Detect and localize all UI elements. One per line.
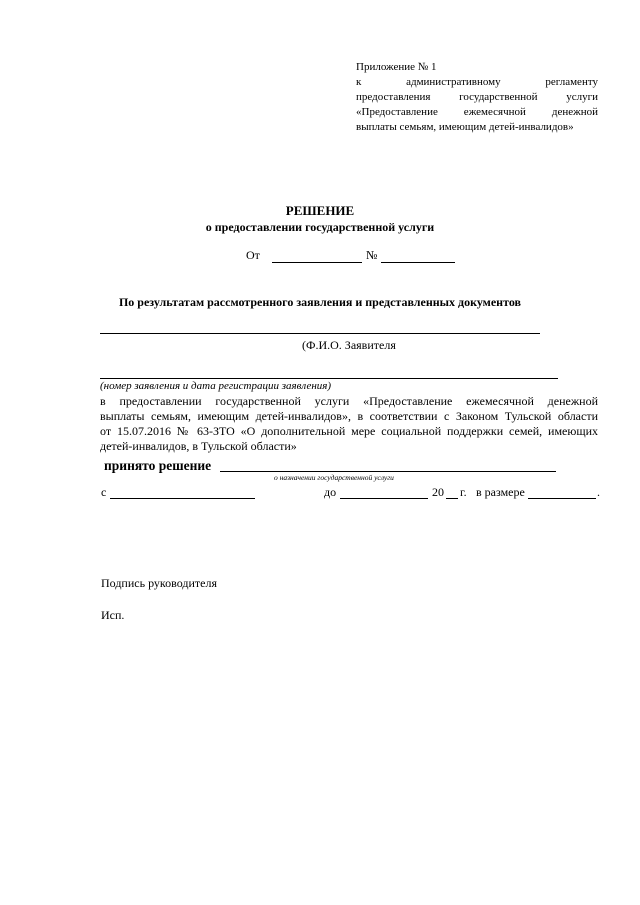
year-prefix: 20 [432, 485, 444, 499]
annex-line-3: предоставления государственной услуги [356, 91, 598, 103]
decision-label: принято решение [104, 458, 212, 473]
signature-label: Подпись руководителя [101, 576, 217, 590]
decision-blank[interactable] [220, 471, 556, 472]
paragraph-line-1: в предоставлении государственной услуги «Предоставление ежемесячной денежной [100, 394, 598, 408]
period-to-label: до [324, 485, 337, 499]
date-from-label: От [246, 248, 260, 262]
annex-line-2: к административному регламенту [356, 76, 598, 88]
amount-label: в размере [476, 485, 525, 499]
annex-line-4: «Предоставление ежемесячной денежной [356, 106, 598, 118]
results-heading: По результатам рассмотренного заявления и представленных документов [118, 295, 522, 309]
annex-line-5: выплаты семьям, имеющим детей-инвалидов» [356, 121, 574, 133]
period-end-mark: . [597, 485, 600, 499]
decision-caption: о назначении государственной услуги [274, 473, 394, 482]
amount-blank[interactable] [528, 498, 596, 499]
annex-number: Приложение № 1 [356, 61, 437, 73]
period-to-blank[interactable] [340, 498, 428, 499]
paragraph-line-2: выплаты семьям, имеющим детей-инвалидов», в соответствии с Законом Тульской области [100, 409, 598, 423]
date-blank[interactable] [272, 262, 362, 263]
year-suffix: г. [460, 485, 467, 499]
application-number-blank[interactable] [100, 378, 558, 379]
applicant-caption: (Ф.И.О. Заявителя [302, 338, 396, 352]
document-title: РЕШЕНИЕ [285, 203, 355, 218]
document-subtitle: о предоставлении государственной услуги [205, 220, 435, 234]
applicant-name-blank[interactable] [100, 333, 540, 334]
period-from-label: с [101, 485, 107, 499]
paragraph-line-3: от 15.07.2016 № 63-ЗТО «О дополнительной мере социальной поддержки семей, имеющих [100, 424, 598, 438]
annex-header [356, 60, 598, 135]
period-from-blank[interactable] [110, 498, 255, 499]
executor-label: Исп. [101, 608, 125, 622]
number-label: № [366, 248, 378, 262]
paragraph-line-4: детей-инвалидов, в Тульской области» [100, 439, 297, 453]
application-caption: (номер заявления и дата регистрации заявления) [100, 380, 332, 392]
year-blank[interactable] [446, 498, 458, 499]
number-blank[interactable] [381, 262, 455, 263]
service-paragraph [100, 394, 598, 454]
